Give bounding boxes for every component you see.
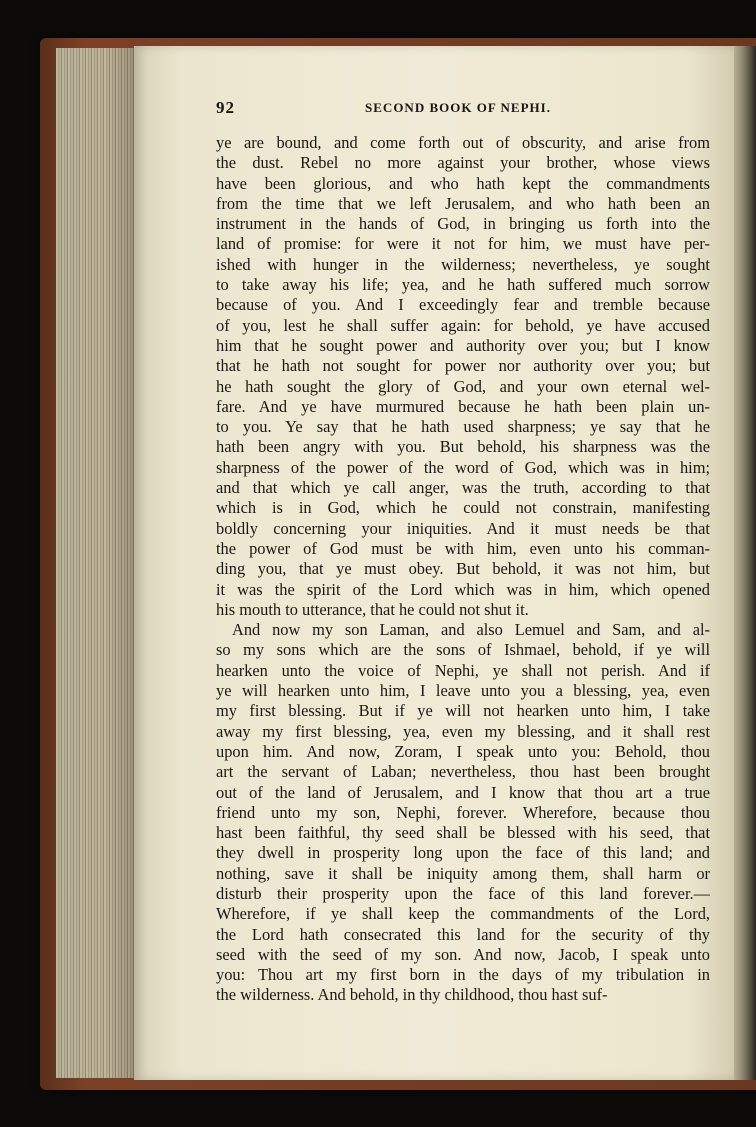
- text-line: And now my son Laman, and also Lemuel and Sam, and al-: [232, 620, 710, 640]
- page-header: [216, 98, 710, 120]
- text-line: the power of God must be with him, even unto his comman-: [216, 538, 710, 558]
- text-line: land of promise: for were it not for him, we must have per-: [216, 234, 710, 254]
- text-line: seed with the seed of my son. And now, Jacob, I speak unto: [216, 944, 710, 964]
- text-line: Wherefore, if ye shall keep the commandments of the Lord,: [216, 904, 710, 924]
- text-line: nothing, save it shall be iniquity among them, shall harm or: [216, 863, 710, 883]
- text-line: that he hath not sought for power nor authority over you; but: [216, 356, 710, 376]
- text-line: him that he sought power and authority over you; but I know: [216, 335, 710, 355]
- running-head: SECOND BOOK OF NEPHI.: [365, 100, 551, 115]
- text-line: hearken unto the voice of Nephi, ye shall not perish. And if: [216, 660, 710, 680]
- text-line: from the time that we left Jerusalem, and who hath been an: [216, 193, 710, 213]
- text-line: away my first blessing, yea, even my blessing, and it shall rest: [216, 721, 710, 741]
- text-line: out of the land of Jerusalem, and I know that thou art a true: [216, 782, 710, 802]
- text-line: friend unto my son, Nephi, forever. Wherefore, because thou: [216, 802, 710, 822]
- text-line: he hath sought the glory of God, and your own eternal wel-: [216, 376, 710, 396]
- text-line: instrument in the hands of God, in bringing us forth into the: [216, 214, 710, 234]
- text-line: ished with hunger in the wilderness; nevertheless, ye sought: [216, 254, 710, 274]
- text-line: his mouth to utterance, that he could not shut it.: [216, 599, 529, 619]
- page-gutter-shadow: [734, 46, 756, 1080]
- text-line: to take away his life; yea, and he hath suffered much sorrow: [216, 275, 710, 295]
- text-line: upon him. And now, Zoram, I speak unto you: Behold, thou: [216, 741, 710, 761]
- text-line: they dwell in prosperity long upon the face of this land; and: [216, 843, 710, 863]
- page-number: 92: [216, 98, 235, 117]
- text-line: fare. And ye have murmured because he hath been plain un-: [216, 396, 710, 416]
- text-line: ye will hearken unto him, I leave unto you a blessing, yea, even: [216, 681, 710, 701]
- text-line: to you. Ye say that he hath used sharpness; ye say that he: [216, 417, 710, 437]
- text-line: boldly concerning your iniquities. And it must needs be that: [216, 518, 710, 538]
- body-text: [216, 133, 710, 1006]
- text-line: it was the spirit of the Lord which was in him, which opened: [216, 579, 710, 599]
- text-line: and that which ye call anger, was the truth, according to that: [216, 478, 710, 498]
- text-line: the wilderness. And behold, in thy childhood, thou hast suf-: [216, 985, 608, 1005]
- text-line: hath been angry with you. But behold, his sharpness was the: [216, 437, 710, 457]
- text-line: so my sons which are the sons of Ishmael, behold, if ye will: [216, 640, 710, 660]
- text-line: the Lord hath consecrated this land for the security of thy: [216, 924, 710, 944]
- text-line: ding you, that ye must obey. But behold, it was not him, but: [216, 559, 710, 579]
- text-line: hast been faithful, thy seed shall be blessed with his seed, that: [216, 823, 710, 843]
- text-line: have been glorious, and who hath kept the commandments: [216, 173, 710, 193]
- text-line: the dust. Rebel no more against your brother, whose views: [216, 153, 710, 173]
- text-line: because of you. And I exceedingly fear and tremble because: [216, 295, 710, 315]
- text-line: ye are bound, and come forth out of obscurity, and arise from: [216, 133, 710, 152]
- page-edges: [56, 48, 138, 1078]
- text-line: disturb their prosperity upon the face of this land forever.—: [216, 883, 710, 903]
- text-line: sharpness of the power of the word of God, which was in him;: [216, 457, 710, 477]
- text-line: you: Thou art my first born in the days of my tribulation in: [216, 965, 710, 985]
- text-line: of you, lest he shall suffer again: for behold, ye have accused: [216, 315, 710, 335]
- text-line: art the servant of Laban; nevertheless, thou hast been brought: [216, 762, 710, 782]
- text-line: which is in God, which he could not constrain, manifesting: [216, 498, 710, 518]
- text-line: my first blessing. But if ye will not hearken unto him, I take: [216, 701, 710, 721]
